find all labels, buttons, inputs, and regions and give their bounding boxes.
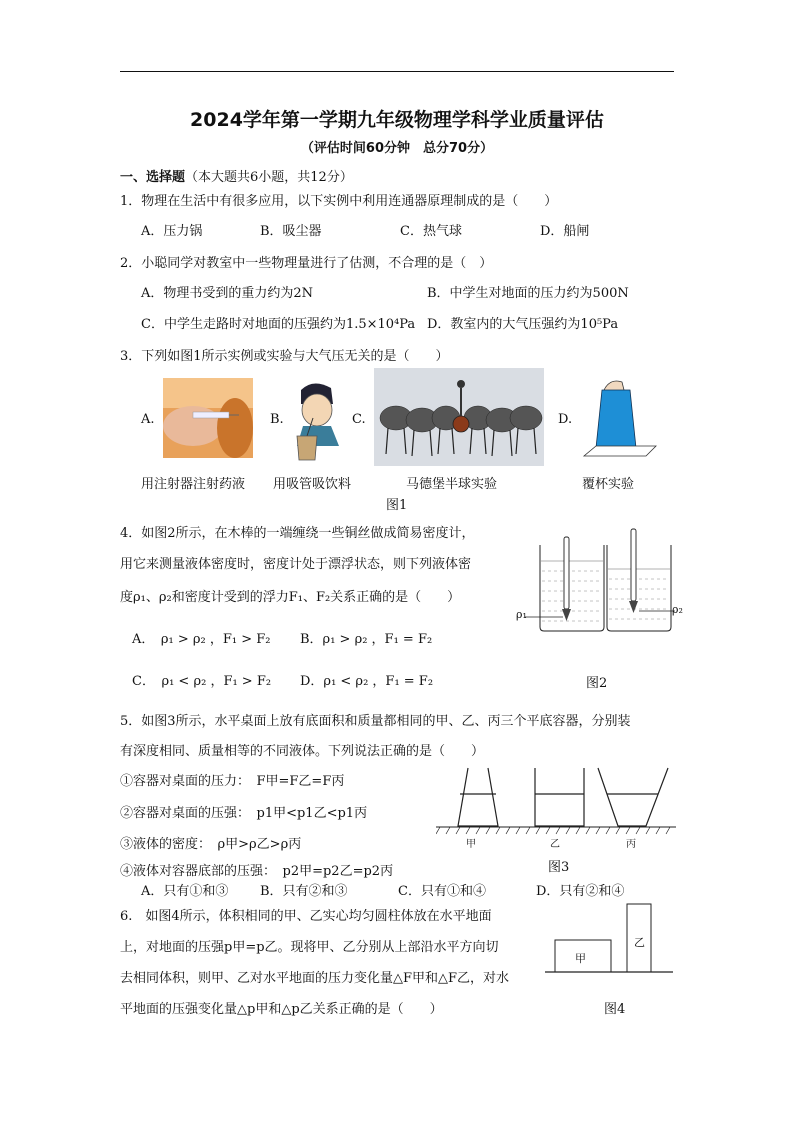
magdeburg-figure bbox=[374, 368, 544, 466]
q4-option-b: B．ρ₁ > ρ₂ ，F₁ = F₂ bbox=[300, 632, 433, 647]
q6-line-1: 6. 如图4所示，体积相同的甲、乙实心均匀圆柱体放在水平地面 bbox=[120, 909, 492, 924]
q3-caption-a: 用注射器注射药液 bbox=[141, 477, 246, 492]
figure-4-label: 图4 bbox=[604, 1002, 626, 1017]
section-heading bbox=[120, 166, 353, 185]
q4-line-2: 用它来测量液体密度时，密度计处于漂浮状态，则下列液体密 bbox=[120, 557, 472, 572]
q2-stem: 2．小聪同学对教室中一些物理量进行了估测，不合理的是（ ） bbox=[120, 256, 493, 271]
q5-line-2: 有深度相同、质量相等的不同液体。下列说法正确的是（ ） bbox=[120, 744, 485, 759]
straw-boy-figure bbox=[287, 378, 343, 463]
q5-statement-1: ①容器对桌面的压力： F甲=F乙=F丙 bbox=[120, 774, 345, 789]
cup-figure bbox=[580, 376, 660, 462]
q5-option-c: C．只有①和④ bbox=[398, 884, 486, 899]
q5-option-b: B．只有②和③ bbox=[260, 884, 348, 899]
section-note: （本大题共6小题，共12分） bbox=[185, 170, 353, 185]
section-title: 一、选择题 bbox=[120, 170, 186, 185]
containers-figure bbox=[436, 764, 676, 836]
q2-option-a: A．物理书受到的重力约为2N bbox=[141, 286, 314, 301]
q1-option-a: A．压力锅 bbox=[141, 224, 203, 239]
q3-letter-b: B. bbox=[270, 412, 284, 427]
q5-statement-3: ③液体的密度： ρ甲>ρ乙>ρ丙 bbox=[120, 837, 302, 852]
figure-2-label: 图2 bbox=[586, 676, 608, 691]
densimeter-figure bbox=[515, 527, 690, 637]
q3-letter-a: A. bbox=[141, 412, 155, 427]
exam-subtitle: （评估时间60分钟 总分70分） bbox=[300, 141, 494, 156]
container-label-bing: 丙 bbox=[626, 839, 636, 850]
syringe-photo bbox=[163, 378, 253, 458]
q6-line-3: 去相同体积，则甲、乙对水平地面的压力变化量△F甲和△F乙，对水 bbox=[120, 971, 510, 986]
q4-option-d: D．ρ₁ < ρ₂ ，F₁ = F₂ bbox=[300, 674, 434, 689]
figure-3-label: 图3 bbox=[548, 860, 570, 875]
q4-option-a: A． ρ₁ > ρ₂ ，F₁ > F₂ bbox=[132, 632, 271, 647]
figure-1-label: 图1 bbox=[386, 498, 408, 513]
q5-line-1: 5．如图3所示，水平桌面上放有底面积和质量都相同的甲、乙、丙三个平底容器，分别装 bbox=[120, 714, 631, 729]
q2-option-c: C．中学生走路时对地面的压强约为1.5×10⁴Pa bbox=[141, 317, 416, 332]
q3-caption-c: 马德堡半球实验 bbox=[406, 477, 498, 492]
rho2-label: ρ₂ bbox=[672, 603, 683, 616]
cylinders-figure bbox=[545, 900, 675, 978]
q3-letter-d: D. bbox=[558, 412, 573, 427]
q5-statement-2: ②容器对桌面的压强： p1甲<p1乙<p1丙 bbox=[120, 806, 368, 821]
q4-option-c: C． ρ₁ < ρ₂ ，F₁ > F₂ bbox=[132, 674, 272, 689]
cylinder-label-jia: 甲 bbox=[575, 952, 586, 965]
q1-stem: 1．物理在生活中有很多应用，以下实例中利用连通器原理制成的是（ ） bbox=[120, 194, 558, 209]
top-rule bbox=[120, 71, 674, 72]
q5-option-d: D．只有②和④ bbox=[536, 884, 625, 899]
q1-option-b: B．吸尘器 bbox=[260, 224, 322, 239]
container-label-jia: 甲 bbox=[466, 839, 476, 850]
q2-option-d: D．教室内的大气压强约为10⁵Pa bbox=[427, 317, 619, 332]
q3-caption-d: 覆杯实验 bbox=[582, 477, 635, 492]
q1-option-d: D．船闸 bbox=[540, 224, 590, 239]
q5-statement-4: ④液体对容器底部的压强： p2甲=p2乙=p2丙 bbox=[120, 864, 394, 879]
q1-option-c: C．热气球 bbox=[400, 224, 462, 239]
q2-option-b: B．中学生对地面的压力约为500N bbox=[427, 286, 629, 301]
q4-line-1: 4．如图2所示，在木棒的一端缠绕一些铜丝做成简易密度计， bbox=[120, 526, 475, 541]
q3-stem: 3．下列如图1所示实例或实验与大气压无关的是（ ） bbox=[120, 349, 449, 364]
rho1-label: ρ₁ bbox=[516, 608, 527, 621]
q5-option-a: A．只有①和③ bbox=[141, 884, 229, 899]
q6-line-4: 平地面的压强变化量△p甲和△p乙关系正确的是（ ） bbox=[120, 1002, 443, 1017]
q4-line-3: 度ρ₁、ρ₂和密度计受到的浮力F₁、F₂关系正确的是（ ） bbox=[120, 590, 461, 605]
q3-letter-c: C. bbox=[352, 412, 366, 427]
container-label-yi: 乙 bbox=[550, 839, 560, 850]
q3-caption-b: 用吸管吸饮料 bbox=[273, 477, 352, 492]
cylinder-label-yi: 乙 bbox=[634, 936, 645, 949]
exam-title: 2024学年第一学期九年级物理学科学业质量评估 bbox=[190, 109, 604, 131]
q6-line-2: 上，对地面的压强p甲=p乙。现将甲、乙分别从上部沿水平方向切 bbox=[120, 940, 499, 955]
